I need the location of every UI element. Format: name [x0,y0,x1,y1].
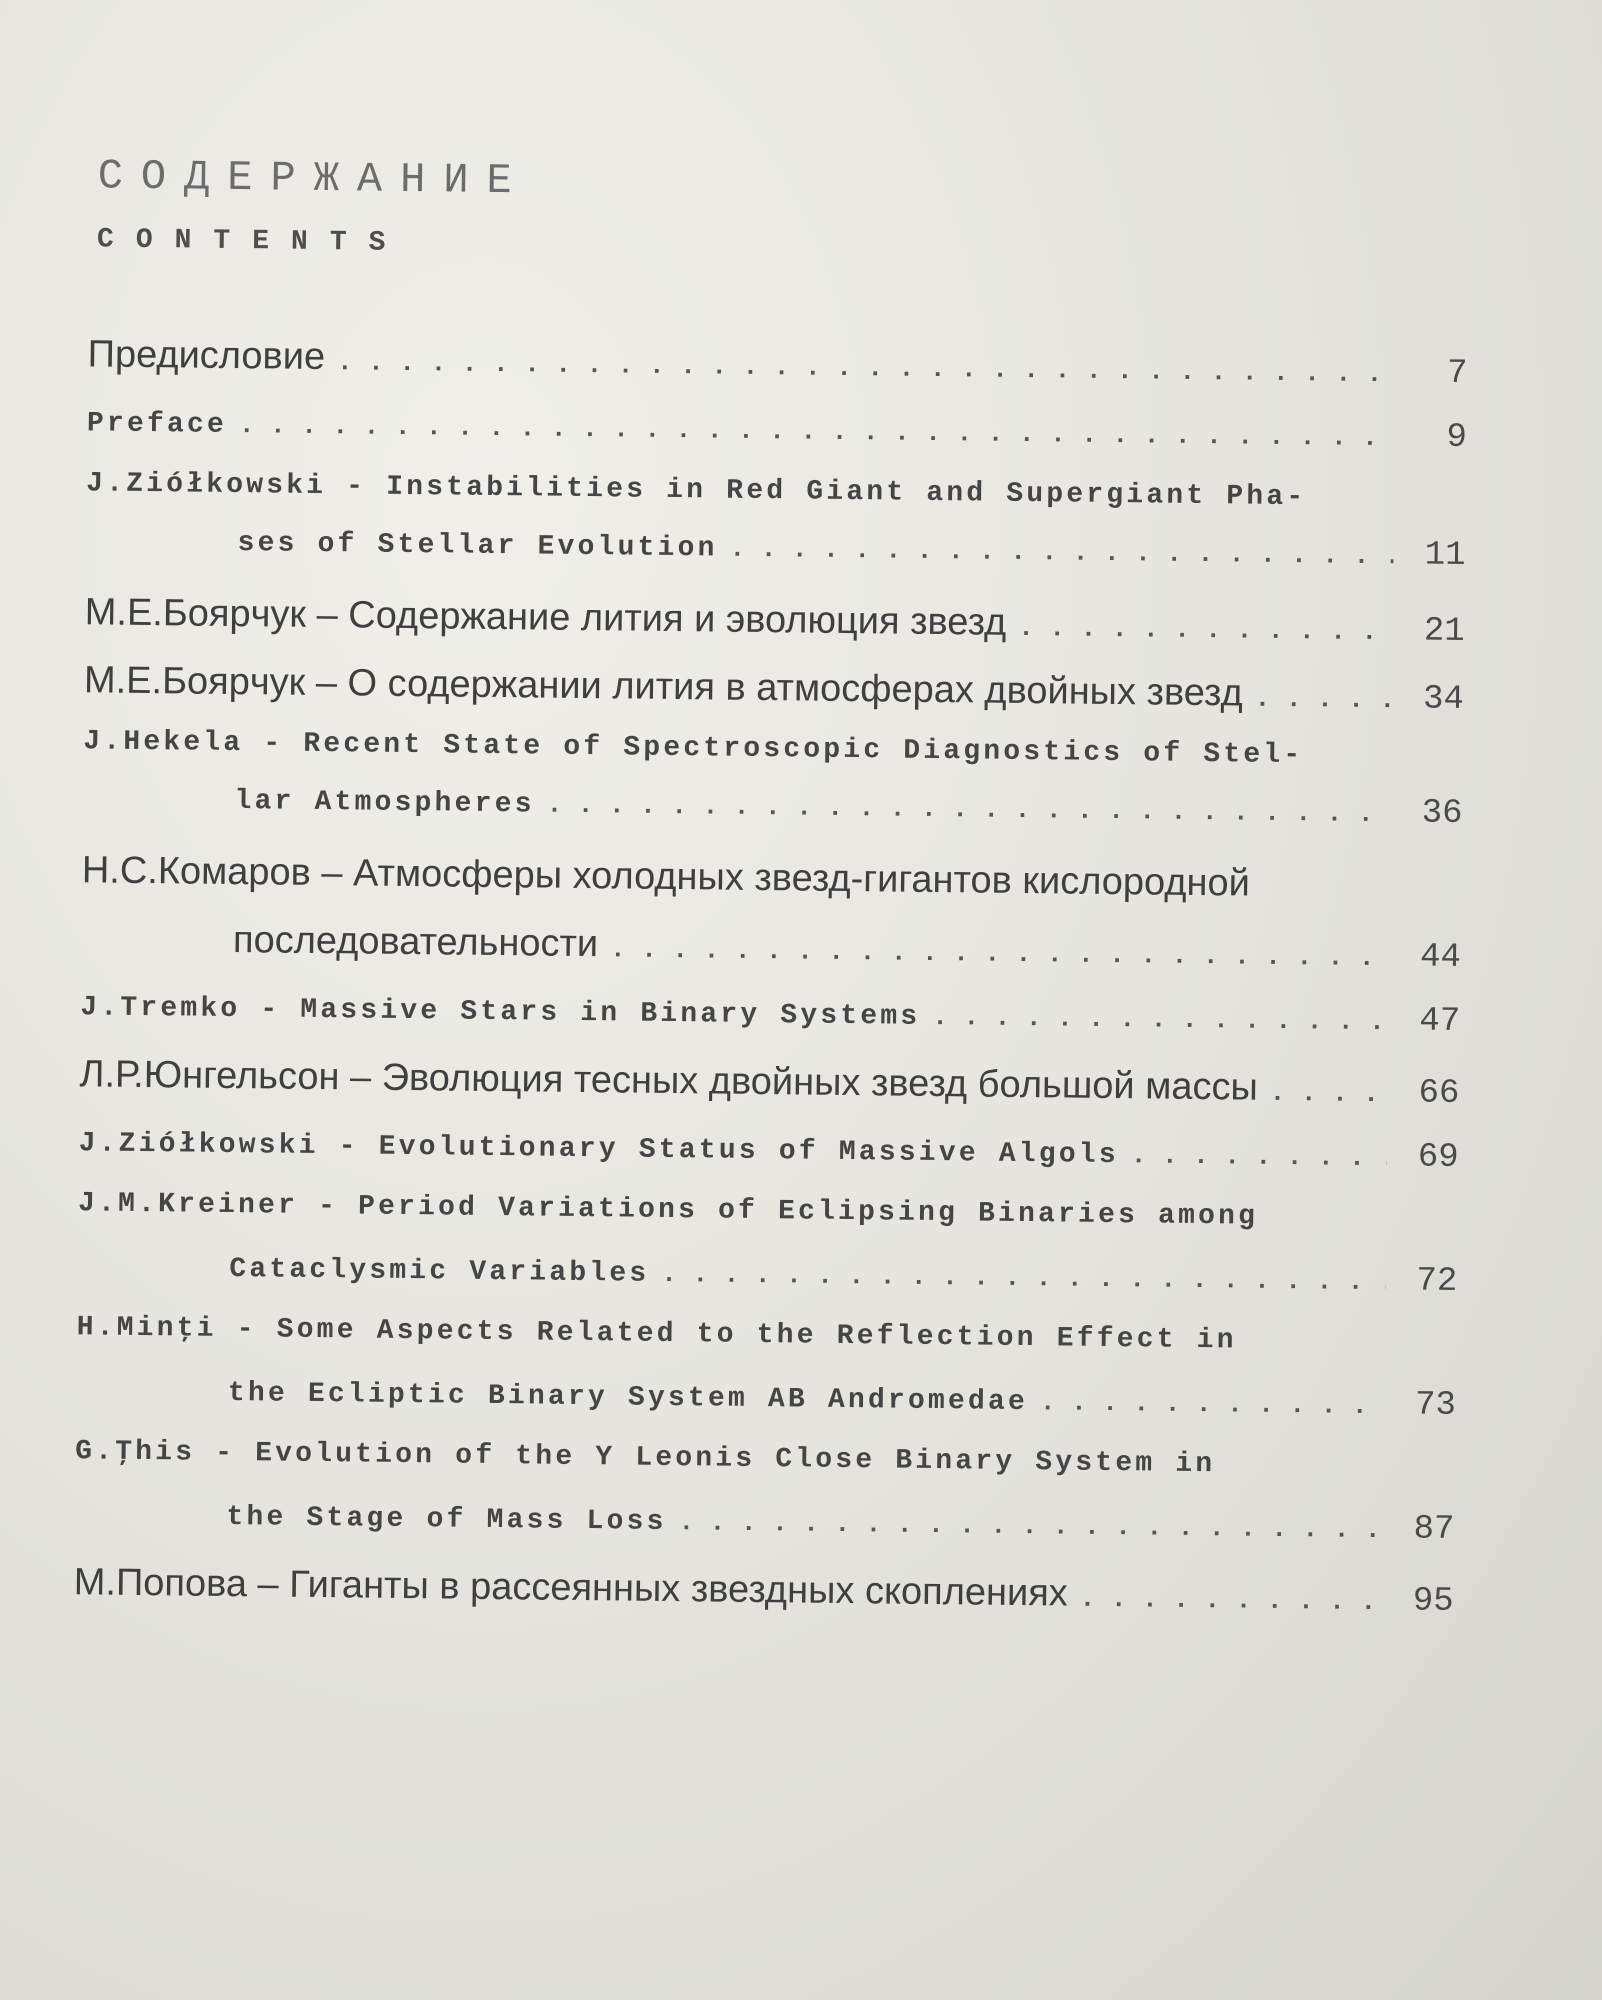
entry-title: М.Е.Бояpчук – Содержание лития и эволюция звезд [84,591,1007,644]
dot-leader [1018,594,1393,666]
page-number: 47 [1419,1002,1461,1041]
entry-title: Н.С.Комаров – Атмосферы холодных звезд-гигантов кислородной [81,849,1251,905]
page-number: 21 [1423,612,1465,651]
dot-leader [932,983,1389,1056]
dot-leader [1269,1059,1387,1128]
dot-leader [1040,1368,1385,1440]
page-number: 9 [1446,418,1468,457]
page-number: 69 [1417,1138,1459,1177]
page-number: 34 [1422,680,1465,719]
page-number: 73 [1414,1386,1457,1425]
heading-russian: СОДЕРЖАНИЕ [97,152,530,206]
dot-leader [678,1488,1383,1564]
entry-title-continued: последовательности [232,919,599,966]
dot-leader [1130,1121,1387,1192]
entry-title: J.M.Kreiner - Period Variations of Eclipsing Binaries among [77,1188,1259,1233]
entry-title: Предисловие [87,333,326,379]
entry-title: М.Е.Бояpчук – О содержании лития в атмосферах двойных звезд [83,659,1244,715]
contents-sheet [43,150,1500,1632]
entry-title-continued: Cataclysmic Variables [229,1253,650,1290]
entry-title: М.Попова – Гиганты в рассеянных звездных скоплениях [73,1561,1069,1615]
entry-title: Л.Р.Юнгельсон – Эволюция тесных двойных звезд большой массы [79,1053,1259,1109]
entry-title: J.Ziółkowski - Instabilities in Red Giant and Supergiant Pha- [86,468,1307,514]
entry-title-continued: the Stage of Mass Loss [226,1501,667,1538]
toc-entry [77,1176,1458,1316]
entry-title: G.Ţhis - Evolution of the Y Leonis Close Binary System in [75,1436,1216,1481]
heading-english: CONTENTS [96,224,408,259]
toc-entry [81,836,1462,988]
entry-title: H.Minţi - Some Aspects Related to the Reflection Effect in [76,1312,1237,1357]
entry-title-continued: the Ecliptic Binary System AB Andromedae [227,1377,1029,1419]
toc-entry [82,714,1463,842]
page-number: 87 [1413,1510,1455,1549]
dot-leader [661,1240,1386,1316]
toc-entry [85,456,1466,584]
page-number: 95 [1412,1582,1454,1621]
page-number: 11 [1424,536,1466,575]
page-number: 66 [1418,1074,1460,1113]
dot-leader [546,777,1391,843]
toc-entry [76,1300,1457,1440]
entry-title: J.Ziółkowski - Evolutionary Status of Massive Algols [78,1128,1119,1172]
page-number: 44 [1419,938,1462,977]
entry-title: J.Tremko - Massive Stars in Binary Systems [80,992,921,1033]
page-number: 36 [1421,794,1463,833]
toc-entry [73,1548,1454,1632]
toc-entry [74,1424,1455,1564]
entry-title: J.Hekela - Recent State of Spectroscopic Diagnostics of Stel- [83,726,1304,772]
dot-leader [729,521,1394,585]
entry-title-continued: ses of Stellar Evolution [237,528,718,565]
dot-leader [1254,665,1392,735]
entry-title: Preface [86,408,228,441]
dot-leader [1079,1565,1382,1636]
page-number: 7 [1446,354,1468,393]
table-of-contents [43,320,1498,1632]
page-number: 72 [1416,1262,1458,1301]
entry-title-continued: lar Atmospheres [234,786,535,821]
